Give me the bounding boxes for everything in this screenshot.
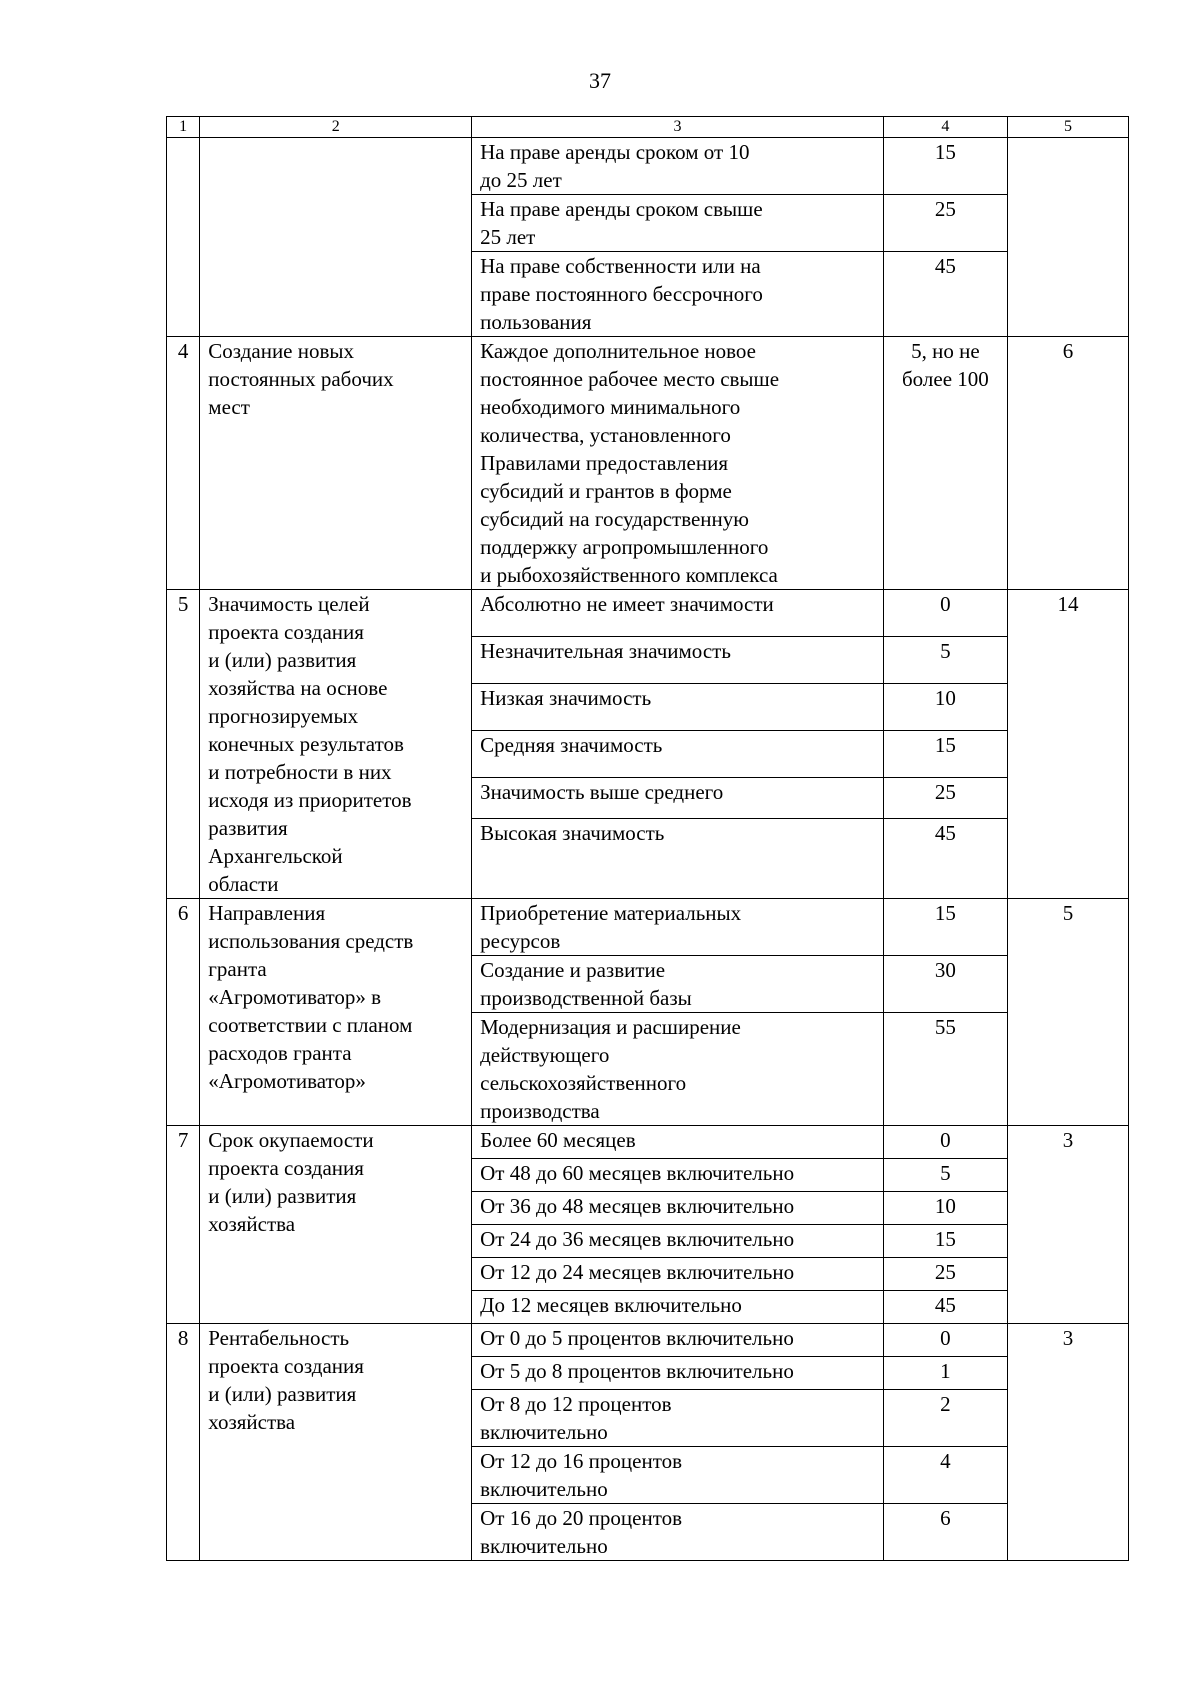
option-text: От 0 до 5 процентов включительно: [472, 1324, 884, 1357]
option-score: 15: [883, 138, 1007, 195]
option-text: Высокая значимость: [472, 818, 884, 898]
option-score: 10: [883, 1192, 1007, 1225]
option-text: Более 60 месяцев: [472, 1126, 884, 1159]
option-text: Средняя значимость: [472, 731, 884, 778]
option-text: От 24 до 36 месяцев включительно: [472, 1225, 884, 1258]
criterion-weight: 3: [1008, 1324, 1129, 1561]
option-text: На праве аренды сроком свыше 25 лет: [472, 195, 884, 252]
option-text: Значимость выше среднего: [472, 778, 884, 819]
option-text: На праве аренды сроком от 10 до 25 лет: [472, 138, 884, 195]
option-text: От 12 до 16 процентов включительно: [472, 1447, 884, 1504]
option-score: 45: [883, 1291, 1007, 1324]
header-cell: 5: [1008, 117, 1129, 138]
criterion-number: [167, 138, 200, 337]
option-score: 30: [883, 956, 1007, 1013]
option-score: 45: [883, 818, 1007, 898]
criterion-weight: 6: [1008, 337, 1129, 590]
option-score: 2: [883, 1390, 1007, 1447]
option-score: 1: [883, 1357, 1007, 1390]
option-text: Низкая значимость: [472, 684, 884, 731]
criterion-name: Значимость целей проекта создания и (или) развития хозяйства на основе прогнозируемых конечных результатов и потребности в них исходя из приоритетов развития Архангельской области: [200, 590, 472, 899]
criterion-name: Рентабельность проекта создания и (или) развития хозяйства: [200, 1324, 472, 1561]
option-score: 45: [883, 252, 1007, 337]
option-score: 55: [883, 1013, 1007, 1126]
option-text: Модернизация и расширение действующего сельскохозяйственного производства: [472, 1013, 884, 1126]
criterion-number: 7: [167, 1126, 200, 1324]
header-cell: 3: [472, 117, 884, 138]
table-row: [167, 337, 1129, 590]
criteria-table-body: [167, 117, 1129, 1561]
option-score: 15: [883, 731, 1007, 778]
criterion-name: Направления использования средств гранта «Агромотиватор» в соответствии с планом расходов гранта «Агромотиватор»: [200, 899, 472, 1126]
criterion-name: Создание новых постоянных рабочих мест: [200, 337, 472, 590]
criteria-table: [166, 116, 1129, 1561]
option-score: 0: [883, 590, 1007, 637]
option-text: На праве собственности или на праве постоянного бессрочного пользования: [472, 252, 884, 337]
header-cell: 1: [167, 117, 200, 138]
table-row: [167, 899, 1129, 956]
option-score: 10: [883, 684, 1007, 731]
table-row: [167, 138, 1129, 195]
option-text: От 36 до 48 месяцев включительно: [472, 1192, 884, 1225]
option-score: 0: [883, 1324, 1007, 1357]
criterion-number: 5: [167, 590, 200, 899]
option-score: 5: [883, 637, 1007, 684]
option-score: 25: [883, 1258, 1007, 1291]
option-text: Абсолютно не имеет значимости: [472, 590, 884, 637]
table-row: [167, 1324, 1129, 1357]
option-score: 0: [883, 1126, 1007, 1159]
option-text: От 5 до 8 процентов включительно: [472, 1357, 884, 1390]
option-text: Незначительная значимость: [472, 637, 884, 684]
table-row: [167, 590, 1129, 637]
criterion-number: 4: [167, 337, 200, 590]
option-score: 5: [883, 1159, 1007, 1192]
option-text: От 8 до 12 процентов включительно: [472, 1390, 884, 1447]
criterion-name: Срок окупаемости проекта создания и (или) развития хозяйства: [200, 1126, 472, 1324]
header-cell: 4: [883, 117, 1007, 138]
option-text: От 12 до 24 месяцев включительно: [472, 1258, 884, 1291]
criterion-weight: 14: [1008, 590, 1129, 899]
option-score: 15: [883, 1225, 1007, 1258]
criterion-name: [200, 138, 472, 337]
criterion-number: 6: [167, 899, 200, 1126]
page-number: 37: [589, 68, 611, 93]
option-text: От 16 до 20 процентов включительно: [472, 1504, 884, 1561]
option-text: Создание и развитие производственной базы: [472, 956, 884, 1013]
option-score: 25: [883, 195, 1007, 252]
option-score: 15: [883, 899, 1007, 956]
criterion-weight: 5: [1008, 899, 1129, 1126]
option-score: 25: [883, 778, 1007, 819]
option-text: До 12 месяцев включительно: [472, 1291, 884, 1324]
criterion-weight: [1008, 138, 1129, 337]
option-score: 4: [883, 1447, 1007, 1504]
option-text: Приобретение материальных ресурсов: [472, 899, 884, 956]
option-text: От 48 до 60 месяцев включительно: [472, 1159, 884, 1192]
option-text: Каждое дополнительное новое постоянное рабочее место свыше необходимого минимального количества, установленного Правилами предоставления субсидий и грантов в форме субсидий на государственную поддержку агропромышленного и рыбохозяйственного комплекса: [472, 337, 884, 590]
option-score: 6: [883, 1504, 1007, 1561]
criterion-number: 8: [167, 1324, 200, 1561]
header-row: [167, 117, 1129, 138]
table-row: [167, 1126, 1129, 1159]
criterion-weight: 3: [1008, 1126, 1129, 1324]
header-cell: 2: [200, 117, 472, 138]
option-score: 5, но не более 100: [883, 337, 1007, 590]
